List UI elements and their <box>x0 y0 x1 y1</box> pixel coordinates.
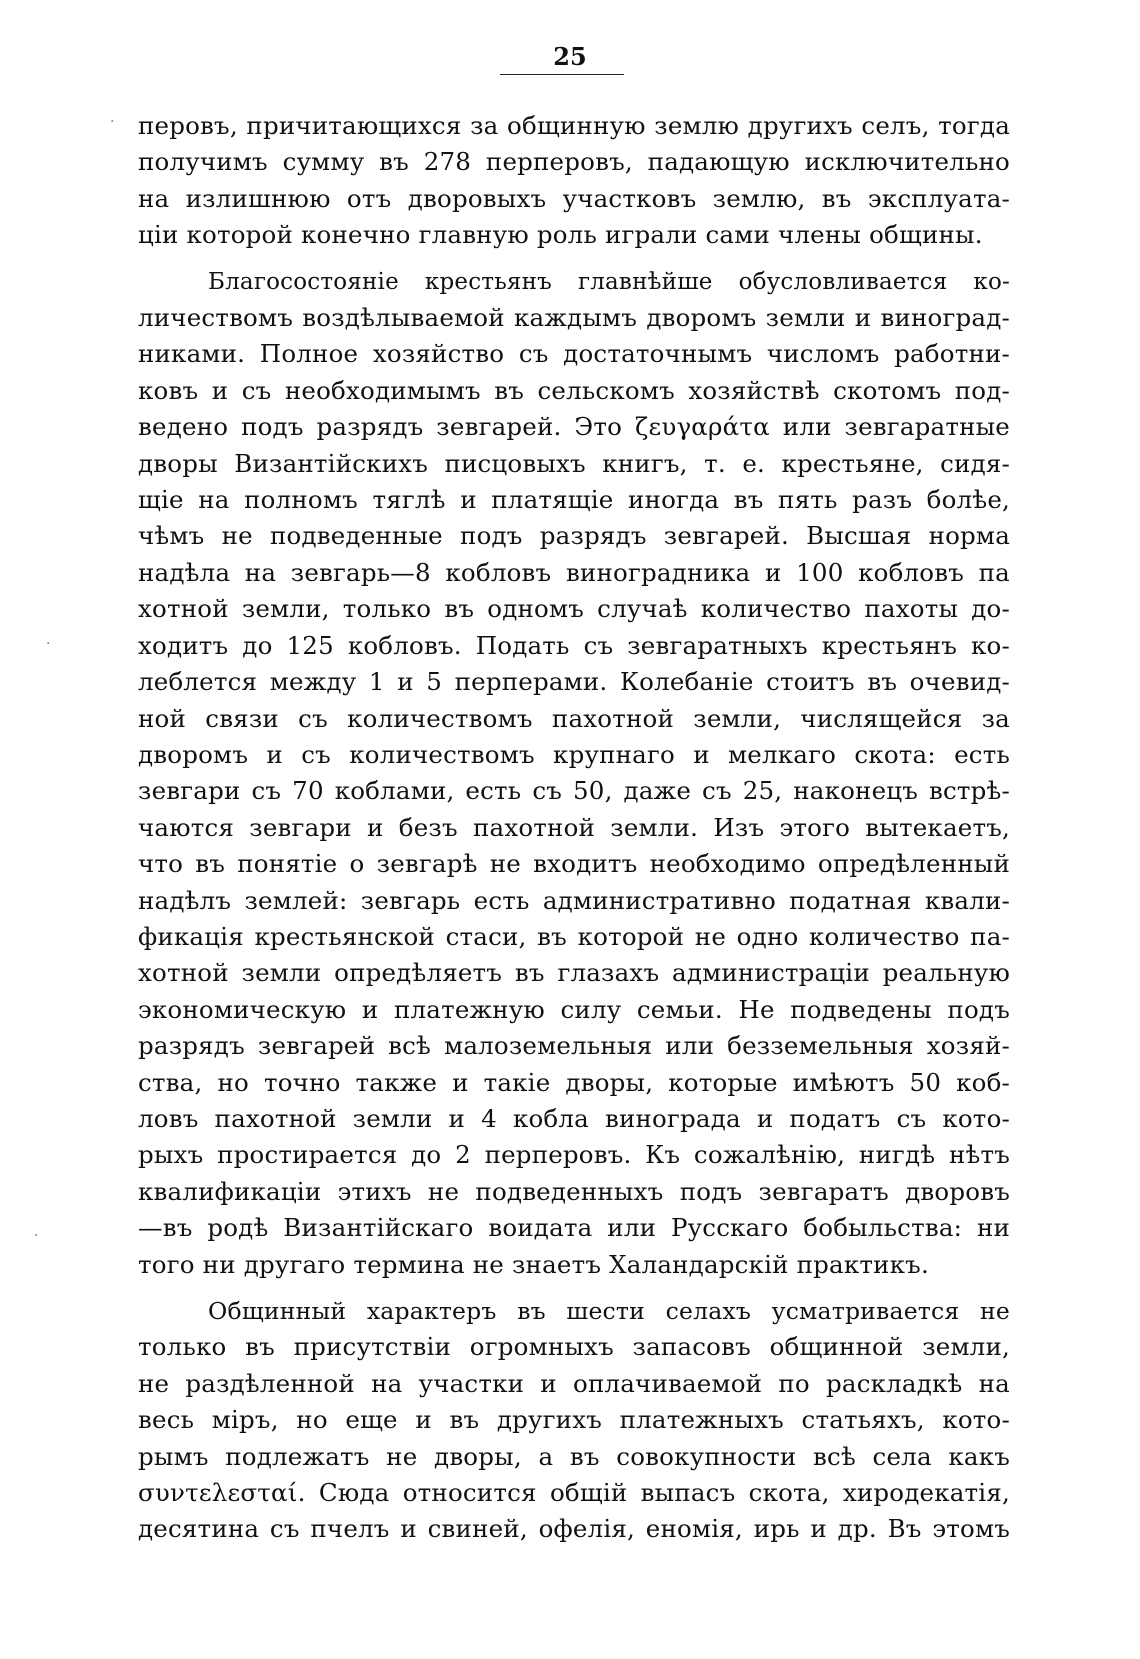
text-line: что въ понятіе о зевгарѣ не входитъ необходимо опредѣленный <box>138 849 1010 879</box>
text-line: ства, но точно также и такіе дворы, которые имѣютъ 50 коб- <box>138 1067 1010 1097</box>
text-line: рыхъ простирается до 2 перперовъ. Къ сожалѣнію, нигдѣ нѣтъ <box>138 1140 1010 1170</box>
text-line: ходитъ до 125 кобловъ. Подать съ зевгаратныхъ крестьянъ ко- <box>138 630 1010 660</box>
header-rule <box>500 74 624 75</box>
text-line: экономическую и платежную силу семьи. Не подведены подъ <box>138 994 1010 1024</box>
text-line: надѣлъ землей: зевгарь есть административно податная квали- <box>138 885 1010 915</box>
text-line: συντελεσταί. Сюда относится общій выпасъ скота, хиродекатія, <box>138 1478 1010 1508</box>
text-line: надѣла на зевгарь—8 кобловъ виноградника и 100 кобловъ па <box>138 557 1010 587</box>
text-line: только въ присутствіи огромныхъ запасовъ общинной земли, <box>138 1332 1010 1362</box>
scan-speck: · <box>46 636 51 652</box>
text-line: ковъ и съ необходимымъ въ сельскомъ хозяйствѣ скотомъ под- <box>138 375 1010 405</box>
body-text <box>138 108 1010 1548</box>
text-line: щіе на полномъ тяглѣ и платящіе иногда въ пять разъ болѣе, <box>138 485 1010 515</box>
text-line: не раздѣленной на участки и оплачиваемой по раскладкѣ на <box>138 1368 1010 1398</box>
text-line: личествомъ воздѣлываемой каждымъ дворомъ земли и виноград- <box>138 303 1010 333</box>
paragraph-3 <box>138 1293 1010 1548</box>
text-line: десятина съ пчелъ и свиней, офелія, еномія, ирь и др. Въ этомъ <box>138 1514 1010 1544</box>
text-line: хотной земли опредѣляетъ въ глазахъ администраціи реальную <box>138 958 1010 988</box>
text-line: ціи которой конечно главную роль играли сами члены общины. <box>138 220 983 250</box>
text-line: леблется между 1 и 5 перперами. Колебаніе стоитъ въ очевид- <box>138 667 1010 697</box>
text-line: чѣмъ не подведенные подъ разрядъ зевгарей. Высшая норма <box>138 521 1010 551</box>
text-line: перовъ, причитающихся за общинную землю другихъ селъ, тогда <box>138 111 1010 140</box>
text-line: того ни другаго термина не знаетъ Халандарскій практикъ. <box>138 1249 929 1279</box>
text-line: никами. Полное хозяйство съ достаточнымъ числомъ работни- <box>138 339 1010 369</box>
text-line: разрядъ зевгарей всѣ малоземельныя или безземельныя хозяй- <box>138 1031 1010 1061</box>
text-line: ной связи съ количествомъ пахотной земли, числящейся за <box>138 703 1010 733</box>
paragraph-1 <box>138 108 1010 254</box>
text-line: Общинный характеръ въ шести селахъ усматривается не <box>208 1297 1010 1325</box>
scan-speck: · <box>34 1228 39 1244</box>
text-line: ведено подъ разрядъ зевгарей. Это ζευγαράτα или зевгаратные <box>138 412 1010 442</box>
text-line: ловъ пахотной земли и 4 кобла винограда и податъ съ кото- <box>138 1103 1010 1133</box>
text-line: весь міръ, но еще и въ другихъ платежныхъ статьяхъ, кото- <box>138 1405 1010 1435</box>
text-line: фикація крестьянской стаси, въ которой не одно количество па- <box>138 921 1010 951</box>
text-line: квалификаціи этихъ не подведенныхъ подъ зевгаратъ дворовъ <box>138 1176 1010 1206</box>
text-line: —въ родѣ Византійскаго воидата или Русскаго бобыльства: ни <box>138 1213 1010 1243</box>
page-number: 25 <box>553 42 587 71</box>
text-line: дворомъ и съ количествомъ крупнаго и мелкаго скота: есть <box>138 739 1010 769</box>
scan-speck: · <box>110 114 115 130</box>
text-line: зевгари съ 70 коблами, есть съ 50, даже съ 25, наконецъ встрѣ- <box>138 776 1010 806</box>
text-line: хотной земли, только въ одномъ случаѣ количество пахоты до- <box>138 594 1010 624</box>
text-line: дворы Византійскихъ писцовыхъ книгъ, т. е. крестьяне, сидя- <box>138 448 1010 478</box>
text-line: получимъ сумму въ 278 перперовъ, падающую исключительно <box>138 147 1010 177</box>
text-line: Благосостояніе крестьянъ главнѣйше обусловливается ко- <box>208 268 1010 295</box>
text-line: рымъ подлежатъ не дворы, а въ совокупности всѣ села какъ <box>138 1441 1010 1471</box>
text-line: чаются зевгари и безъ пахотной земли. Изъ этого вытекаетъ, <box>138 812 1010 842</box>
paragraph-2 <box>138 264 1010 1283</box>
text-line: на излишнюю отъ дворовыхъ участковъ землю, въ эксплуата- <box>138 183 1010 213</box>
